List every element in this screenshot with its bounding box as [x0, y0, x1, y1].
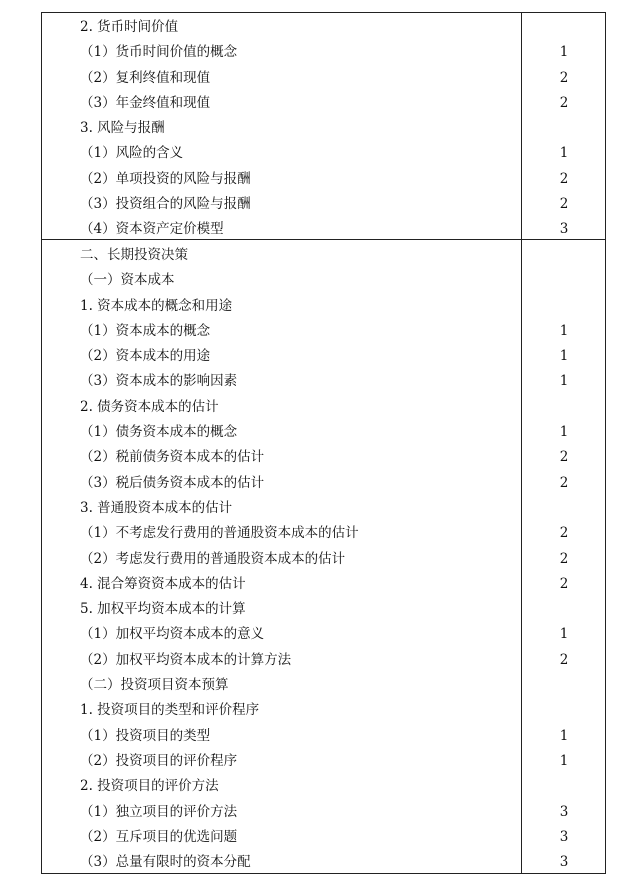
- syllabus-row: [42, 622, 605, 647]
- ability-level: 2: [559, 196, 569, 213]
- syllabus-row: [42, 116, 605, 141]
- syllabus-row: [42, 724, 605, 749]
- syllabus-row: [42, 420, 605, 445]
- topic-label: （二）投资项目资本预算: [80, 677, 229, 694]
- topic-label: （1）独立项目的评价方法: [80, 803, 238, 820]
- syllabus-row: [42, 597, 605, 622]
- syllabus-row: [42, 521, 605, 546]
- topic-label: （2）加权平均资本成本的计算方法: [80, 651, 292, 668]
- topic-label: 4. 混合筹资资本成本的估计: [80, 575, 246, 592]
- topic-label: （1）加权平均资本成本的意义: [80, 626, 265, 643]
- section-time-value-risk: [42, 15, 605, 243]
- syllabus-row: [42, 15, 605, 40]
- ability-level: 2: [559, 651, 569, 668]
- topic-label: 3. 普通股资本成本的估计: [80, 499, 233, 516]
- topic-label: （1）不考虑发行费用的普通股资本成本的估计: [80, 525, 359, 542]
- ability-level: 1: [559, 727, 569, 744]
- topic-label: （1）投资项目的类型: [80, 727, 211, 744]
- syllabus-row: [42, 648, 605, 673]
- syllabus-row: [42, 774, 605, 799]
- syllabus-row: [42, 547, 605, 572]
- topic-label: 5. 加权平均资本成本的计算: [80, 601, 246, 618]
- topic-label: （4）资本资产定价模型: [80, 221, 224, 238]
- syllabus-row: [42, 698, 605, 723]
- syllabus-row: [42, 294, 605, 319]
- topic-label: 2. 货币时间价值: [80, 19, 179, 35]
- ability-level: 2: [559, 170, 569, 187]
- topic-label: （2）资本成本的用途: [80, 348, 211, 365]
- ability-level: 1: [559, 145, 569, 162]
- ability-level: 2: [559, 474, 569, 491]
- ability-level: 1: [559, 626, 569, 643]
- section-long-term-investment: [42, 243, 605, 875]
- topic-label: （1）货币时间价值的概念: [80, 44, 238, 61]
- topic-label: （2）税前债务资本成本的估计: [80, 449, 265, 466]
- syllabus-row: [42, 217, 605, 242]
- syllabus-row: [42, 243, 605, 268]
- topic-label: 1. 投资项目的类型和评价程序: [80, 702, 260, 719]
- syllabus-table: [41, 12, 606, 874]
- syllabus-row: [42, 471, 605, 496]
- topic-label: （1）债务资本成本的概念: [80, 424, 238, 441]
- syllabus-row: [42, 673, 605, 698]
- ability-level: 3: [559, 854, 569, 871]
- topic-label: （2）互斥项目的优选问题: [80, 828, 238, 845]
- topic-label: （3）总量有限时的资本分配: [80, 854, 251, 871]
- ability-level: 1: [559, 424, 569, 441]
- syllabus-row: [42, 825, 605, 850]
- topic-label: （3）年金终值和现值: [80, 94, 211, 111]
- topic-label: （3）投资组合的风险与报酬: [80, 196, 251, 213]
- syllabus-row: [42, 395, 605, 420]
- topic-label: 2. 投资项目的评价方法: [80, 778, 219, 795]
- topic-label: 1. 资本成本的概念和用途: [80, 297, 233, 314]
- ability-level: 2: [559, 525, 569, 542]
- syllabus-row: [42, 192, 605, 217]
- ability-level: 3: [559, 221, 569, 238]
- ability-level: 2: [559, 550, 569, 567]
- topic-label: （2）单项投资的风险与报酬: [80, 170, 251, 187]
- ability-level: 2: [559, 69, 569, 86]
- syllabus-row: [42, 268, 605, 293]
- syllabus-row: [42, 141, 605, 166]
- syllabus-row: [42, 800, 605, 825]
- topic-label: 3. 风险与报酬: [80, 120, 165, 137]
- syllabus-row: [42, 369, 605, 394]
- syllabus-row: [42, 445, 605, 470]
- topic-label: （一）资本成本: [80, 272, 175, 289]
- syllabus-row: [42, 40, 605, 65]
- syllabus-row: [42, 496, 605, 521]
- topic-label: （2）投资项目的评价程序: [80, 752, 238, 769]
- ability-level: 1: [559, 322, 569, 339]
- ability-level: 1: [559, 44, 569, 61]
- ability-level: 3: [559, 803, 569, 820]
- topic-label: （3）资本成本的影响因素: [80, 373, 238, 390]
- ability-level: 1: [559, 373, 569, 390]
- ability-level: 3: [559, 828, 569, 845]
- ability-level: 2: [559, 94, 569, 111]
- ability-level: 1: [559, 348, 569, 365]
- syllabus-row: [42, 572, 605, 597]
- ability-level: 1: [559, 752, 569, 769]
- topic-label: （1）风险的含义: [80, 145, 184, 162]
- topic-label: （2）考虑发行费用的普通股资本成本的估计: [80, 550, 346, 567]
- syllabus-row: [42, 749, 605, 774]
- syllabus-row: [42, 319, 605, 344]
- topic-label: （2）复利终值和现值: [80, 69, 211, 86]
- syllabus-row: [42, 66, 605, 91]
- topic-label: 二、长期投资决策: [80, 247, 188, 263]
- topic-label: （1）资本成本的概念: [80, 322, 211, 339]
- topic-label: （3）税后债务资本成本的估计: [80, 474, 265, 491]
- ability-level: 2: [559, 575, 569, 592]
- syllabus-row: [42, 344, 605, 369]
- syllabus-row: [42, 167, 605, 192]
- ability-level: 2: [559, 449, 569, 466]
- syllabus-row: [42, 850, 605, 875]
- topic-label: 2. 债务资本成本的估计: [80, 398, 219, 415]
- syllabus-row: [42, 91, 605, 116]
